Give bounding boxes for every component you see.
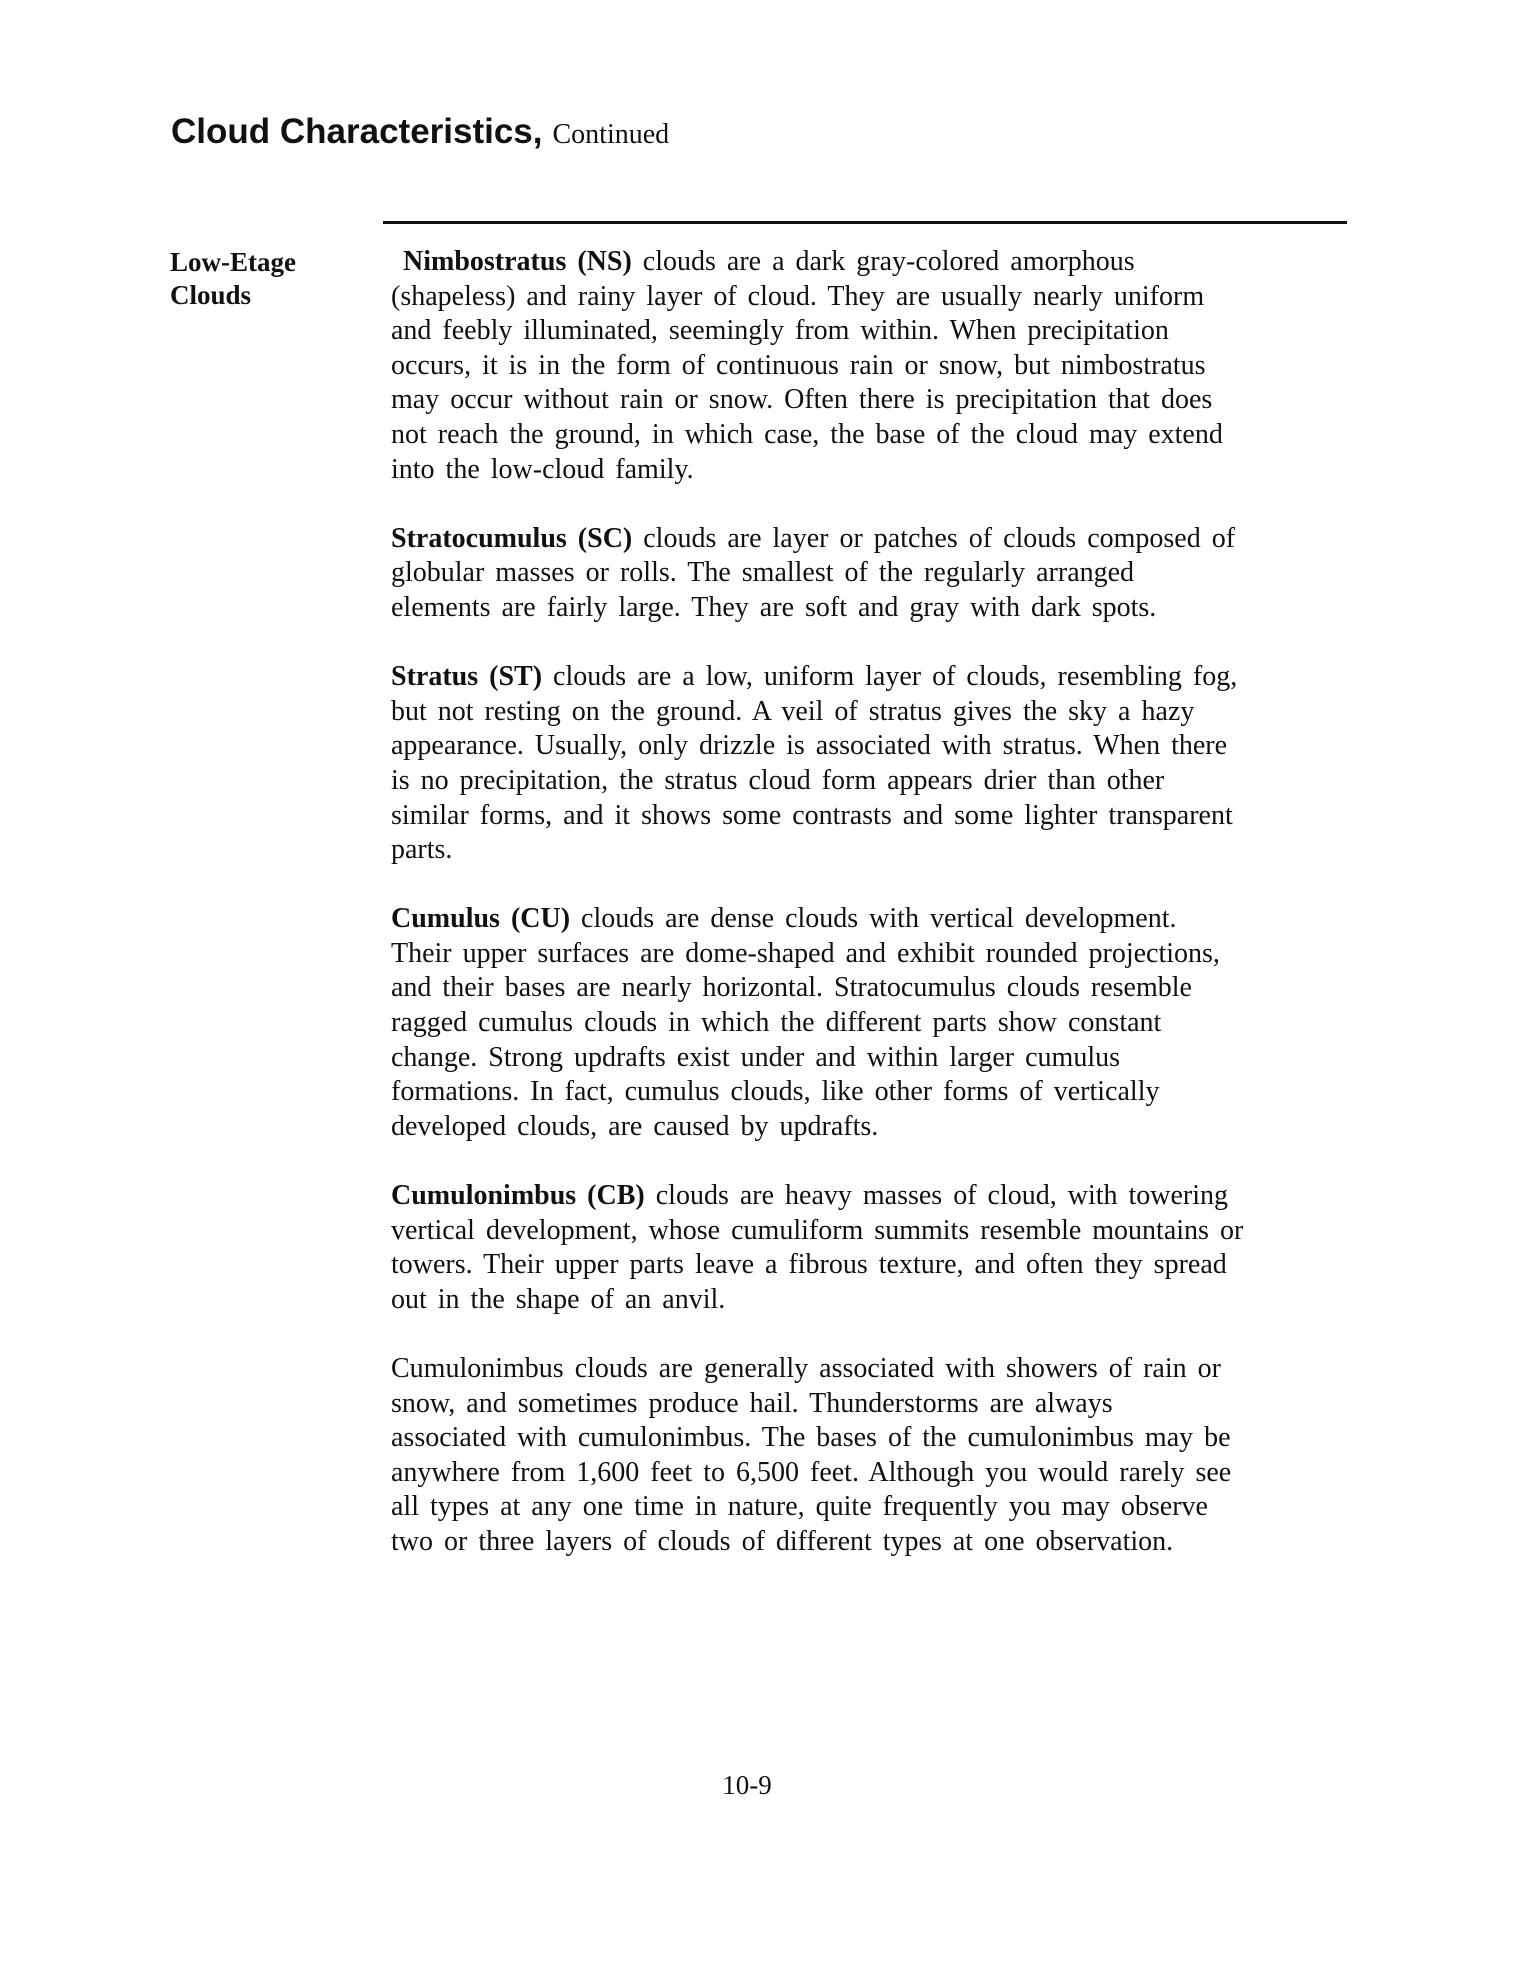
cloud-type-term: Cumulonimbus (CB) bbox=[391, 1180, 645, 1212]
page-number: 10-9 bbox=[722, 1770, 772, 1800]
side-label-line: Clouds bbox=[170, 280, 252, 310]
line-text: elements are fairly large. They are soft and gray with dark spots. bbox=[391, 591, 1157, 623]
text-line bbox=[391, 1248, 1351, 1283]
line-text: and their bases are nearly horizontal. Stratocumulus clouds resemble bbox=[391, 972, 1192, 1004]
text-line bbox=[391, 522, 1351, 557]
line-text: anywhere from 1,600 feet to 6,500 feet. Although you would rarely see bbox=[391, 1456, 1232, 1488]
text-line bbox=[391, 1352, 1351, 1387]
text-line bbox=[391, 1525, 1351, 1560]
text-line bbox=[391, 280, 1351, 315]
text-line bbox=[391, 418, 1351, 453]
side-label bbox=[170, 246, 296, 312]
line-text: occurs, it is in the form of continuous rain or snow, but nimbostratus bbox=[391, 349, 1206, 381]
paragraph bbox=[391, 245, 1351, 487]
text-line bbox=[391, 1110, 1351, 1145]
paragraph bbox=[391, 1352, 1351, 1560]
line-text: ragged cumulus clouds in which the different parts show constant bbox=[391, 1007, 1162, 1039]
text-line bbox=[391, 902, 1351, 937]
paragraph bbox=[391, 522, 1351, 626]
line-text: may occur without rain or snow. Often there is precipitation that does bbox=[391, 384, 1213, 416]
text-line bbox=[391, 1075, 1351, 1110]
line-text: two or three layers of clouds of different types at one observation. bbox=[391, 1525, 1174, 1557]
line-text: formations. In fact, cumulus clouds, like other forms of vertically bbox=[391, 1076, 1160, 1108]
text-line bbox=[391, 660, 1351, 695]
line-text: similar forms, and it shows some contrasts and some lighter transparent bbox=[391, 799, 1233, 831]
line-text: (shapeless) and rainy layer of cloud. They are usually nearly uniform bbox=[391, 280, 1205, 312]
line-text: Their upper surfaces are dome-shaped and exhibit rounded projections, bbox=[391, 937, 1220, 969]
line-text: vertical development, whose cumuliform summits resemble mountains or bbox=[391, 1214, 1244, 1246]
text-line bbox=[391, 314, 1351, 349]
paragraph bbox=[391, 902, 1351, 1144]
line-text: but not resting on the ground. A veil of stratus gives the sky a hazy bbox=[391, 695, 1195, 727]
text-line bbox=[391, 1387, 1351, 1422]
line-text: associated with cumulonimbus. The bases of the cumulonimbus may be bbox=[391, 1422, 1231, 1454]
line-text: appearance. Usually, only drizzle is associated with stratus. When there bbox=[391, 730, 1228, 762]
line-text: globular masses or rolls. The smallest of the regularly arranged bbox=[391, 557, 1135, 589]
cloud-type-term: Cumulus (CU) bbox=[391, 903, 571, 935]
line-text: snow, and sometimes produce hail. Thunderstorms are always bbox=[391, 1387, 1113, 1419]
title-continued: Continued bbox=[552, 119, 670, 150]
title-main: Cloud Characteristics, bbox=[171, 112, 543, 151]
line-text: clouds are a dark gray-colored amorphous bbox=[631, 246, 1135, 277]
text-line bbox=[391, 695, 1351, 730]
text-line bbox=[391, 833, 1351, 868]
text-line bbox=[391, 591, 1351, 626]
line-text: change. Strong updrafts exist under and within larger cumulus bbox=[391, 1041, 1120, 1073]
text-line bbox=[391, 1041, 1351, 1076]
text-line bbox=[391, 937, 1351, 972]
text-line bbox=[391, 453, 1351, 488]
line-text: clouds are a low, uniform layer of clouds, resembling fog, bbox=[542, 661, 1238, 693]
line-text: is no precipitation, the stratus cloud form appears drier than other bbox=[391, 764, 1165, 796]
line-text: parts. bbox=[391, 834, 453, 866]
text-line bbox=[391, 764, 1351, 799]
text-line bbox=[391, 1421, 1351, 1456]
line-text: clouds are layer or patches of clouds composed of bbox=[632, 522, 1236, 554]
line-text: Cumulonimbus clouds are generally associated with showers of rain or bbox=[391, 1353, 1221, 1384]
text-line bbox=[391, 971, 1351, 1006]
text-line bbox=[391, 799, 1351, 834]
line-text: clouds are dense clouds with vertical development. bbox=[570, 903, 1177, 935]
side-label-line: Low-Etage bbox=[170, 247, 296, 277]
line-text: out in the shape of an anvil. bbox=[391, 1283, 726, 1315]
text-line bbox=[391, 1179, 1351, 1214]
cloud-type-term: Stratocumulus (SC) bbox=[391, 522, 633, 554]
text-line bbox=[391, 349, 1351, 384]
text-line bbox=[391, 383, 1351, 418]
text-line bbox=[391, 1214, 1351, 1249]
line-text: not reach the ground, in which case, the base of the cloud may extend bbox=[391, 418, 1223, 450]
line-text: into the low-cloud family. bbox=[391, 453, 694, 485]
body-text bbox=[391, 245, 1351, 1594]
text-line bbox=[391, 729, 1351, 764]
page-title bbox=[171, 112, 669, 152]
cloud-type-term: Nimbostratus (NS) bbox=[403, 246, 632, 277]
line-text: all types at any one time in nature, quite frequently you may observe bbox=[391, 1491, 1208, 1523]
paragraph bbox=[391, 660, 1351, 868]
cloud-type-term: Stratus (ST) bbox=[391, 661, 543, 693]
line-text: clouds are heavy masses of cloud, with towering bbox=[644, 1180, 1229, 1212]
text-line bbox=[391, 1006, 1351, 1041]
text-line bbox=[391, 1283, 1351, 1318]
line-text: towers. Their upper parts leave a fibrous texture, and often they spread bbox=[391, 1249, 1227, 1281]
section-divider bbox=[383, 221, 1347, 224]
text-line bbox=[391, 245, 1351, 280]
text-line bbox=[391, 556, 1351, 591]
line-text: and feebly illuminated, seemingly from within. When precipitation bbox=[391, 315, 1169, 347]
text-line bbox=[391, 1490, 1351, 1525]
text-line bbox=[391, 1456, 1351, 1491]
paragraph bbox=[391, 1179, 1351, 1317]
line-text: developed clouds, are caused by updrafts. bbox=[391, 1110, 879, 1142]
